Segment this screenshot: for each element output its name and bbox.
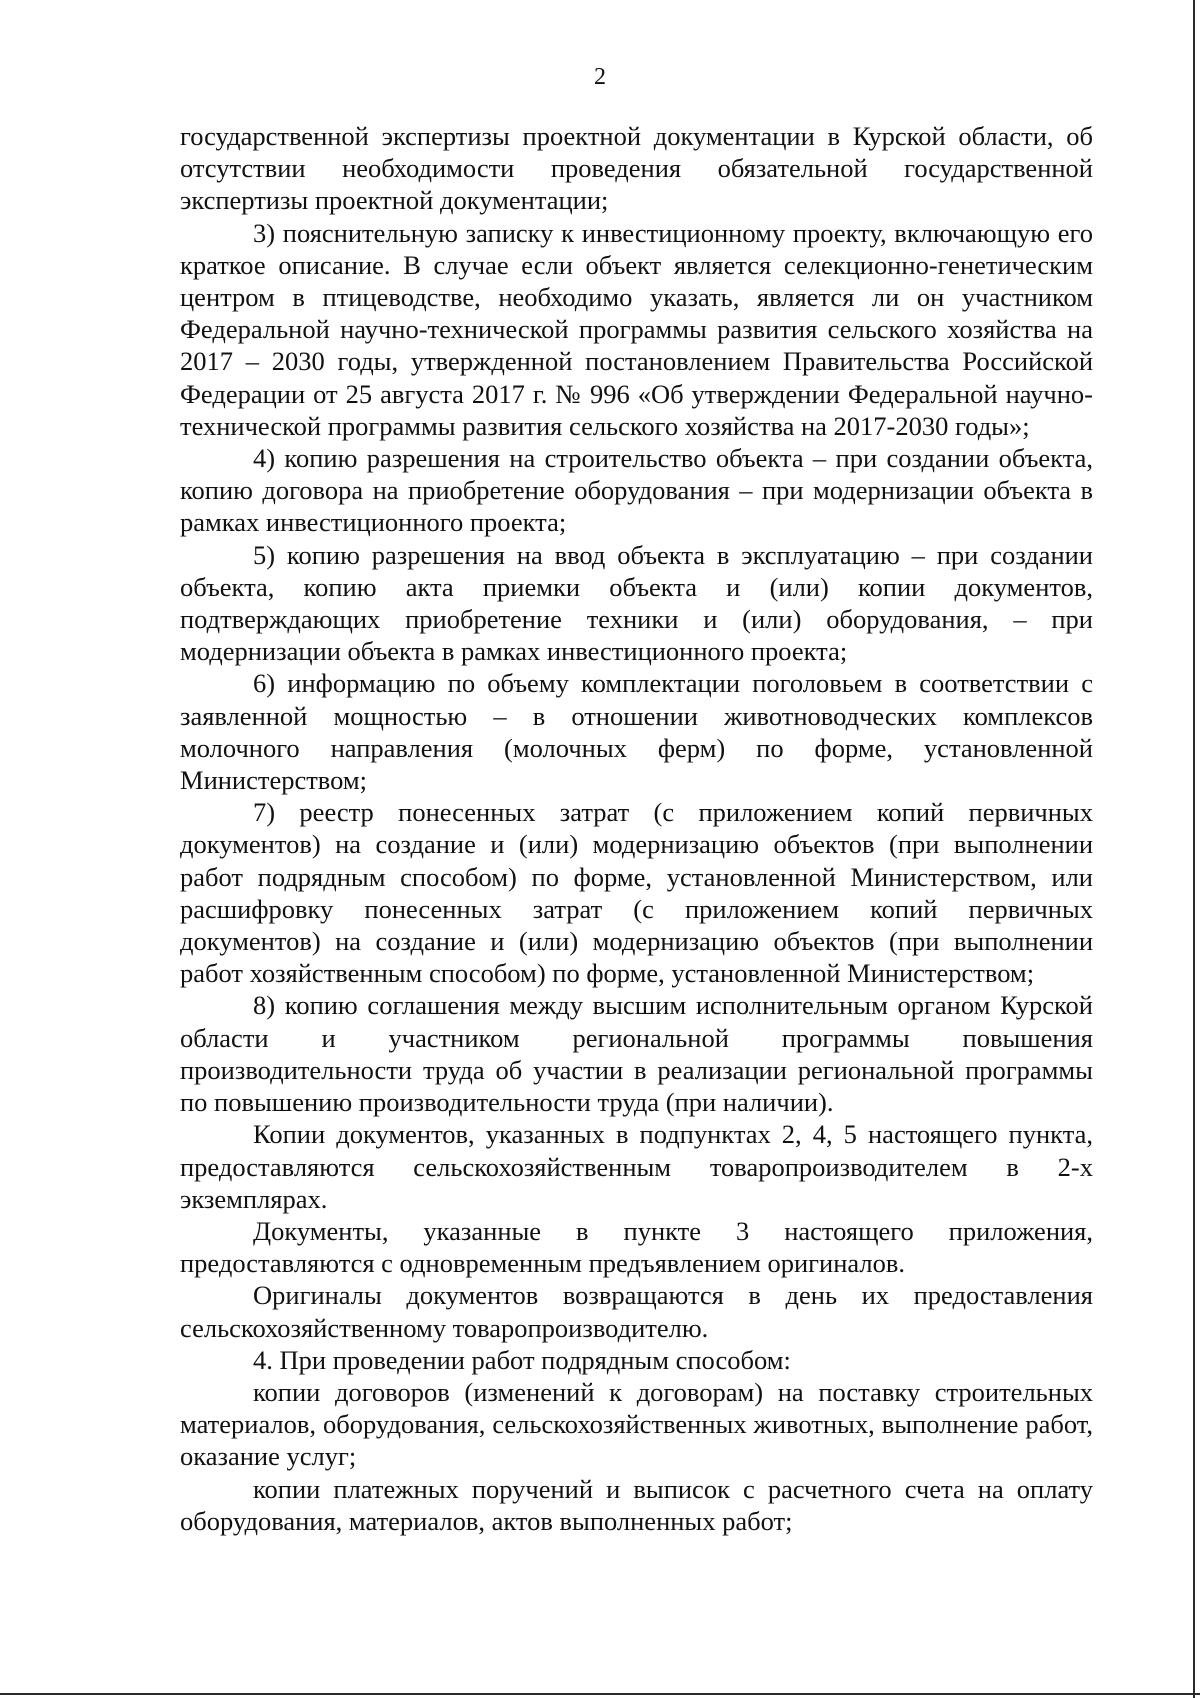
paragraph-payment-copies: копии платежных поручений и выписок с расчетного счета на оплату оборудования, материалов, актов выполненных работ; [180, 1473, 1093, 1536]
page-number: 2 [594, 64, 606, 90]
paragraph-originals-presented: Документы, указанные в пункте 3 настоящего приложения, предоставляются с одновременным предъявлением оригиналов. [180, 1215, 1093, 1279]
document-body [180, 120, 1093, 1537]
scan-edge-right [1193, 0, 1195, 1698]
paragraph-originals-returned: Оригиналы документов возвращаются в день их предоставления сельскохозяйственному товаропроизводителю. [180, 1280, 1093, 1343]
paragraph-item-5: 5) копию разрешения на ввод объекта в эксплуатацию – при создании объекта, копию акта приемки объекта и (или) копии документов, подтверждающих приобретение техники и (или) оборудования, – при модернизации объекта в рамках инвестиционного проекта; [180, 539, 1093, 667]
paragraph-item-8: 8) копию соглашения между высшим исполнительным органом Курской области и участником региональной программы повышения производительности труда об участии в реализации региональной программы по повышению производительности труда (при наличии). [180, 990, 1093, 1118]
paragraph-item-7: 7) реестр понесенных затрат (с приложением копий первичных документов) на создание и (или) модернизацию объектов (при выполнении работ подрядным способом) по форме, установленной Министерством, или расшифровку понесенных затрат (с приложением копий первичных документов) на создание и (или) модернизацию объектов (при выполнении работ хозяйственным способом) по форме, установленной Министерством; [180, 797, 1093, 989]
paragraph-item-4: 4) копию разрешения на строительство объекта – при создании объекта, копию договора на приобретение оборудования – при модернизации объекта в рамках инвестиционного проекта; [180, 443, 1093, 538]
scan-edge-bottom [0, 1693, 1200, 1695]
paragraph-section-4-heading: 4. При проведении работ подрядным способом: [253, 1344, 791, 1375]
paragraph-item-3: 3) пояснительную записку к инвестиционному проекту, включающую его краткое описание. В случае если объект является селекционно-генетическим центром в птицеводстве, необходимо указать, является ли он участником Федеральной научно-технической программы развития сельского хозяйства на 2017 – 2030 годы, утвержденной постановлением Правительства Российской Федерации от 25 августа 2017 г. № 996 «Об утверждении Федеральной научно-технической программы развития сельского хозяйства на 2017-2030 годы»; [180, 217, 1093, 441]
paragraph-item-6: 6) информацию по объему комплектации поголовьем в соответствии с заявленной мощностью – в отношении животноводческих комплексов молочного направления (молочных ферм) по форме, установленной Министерством; [180, 668, 1093, 796]
paragraph-copies-note: Копии документов, указанных в подпунктах 2, 4, 5 настоящего пункта, предоставляются сельскохозяйственным товаропроизводителем в 2-х экземплярах. [180, 1119, 1093, 1214]
paragraph-continuation: государственной экспертизы проектной документации в Курской области, об отсутствии необходимости проведения обязательной государственной экспертизы проектной документации; [180, 121, 1093, 216]
paragraph-contract-copies: копии договоров (изменений к договорам) на поставку строительных материалов, оборудования, сельскохозяйственных животных, выполнение работ, оказание услуг; [180, 1376, 1093, 1472]
